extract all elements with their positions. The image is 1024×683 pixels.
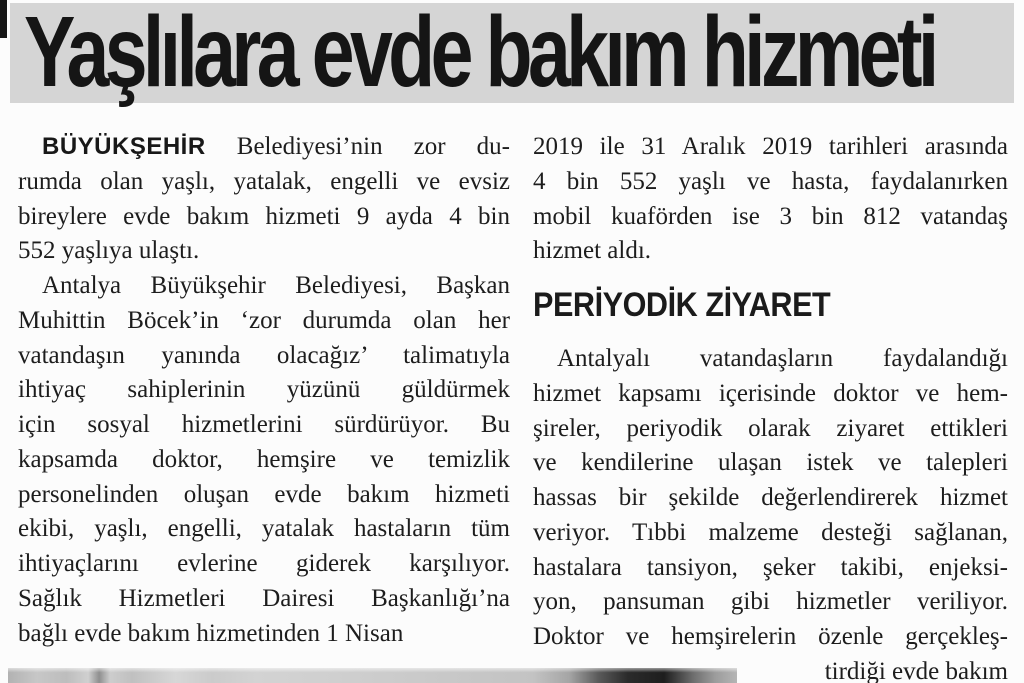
article-line: mobil kuaförden ise 3 bin 812 vatandaş xyxy=(533,202,1008,230)
article-column-right xyxy=(533,130,1008,683)
article-line: hastalara tansiyon, şeker takibi, enjeksi- xyxy=(533,553,1008,581)
article-line: ihtiyaç sahiplerinin yüzünü güldürmek xyxy=(18,376,510,404)
article-line: hassas bir şekilde değerlendirerek hizmet xyxy=(533,484,1008,511)
article-line: bireylere evde bakım hizmeti 9 ayda 4 bin xyxy=(18,202,510,230)
cropped-photo xyxy=(8,668,737,683)
article-line: 2019 ile 31 Aralık 2019 tarihleri arasında xyxy=(533,133,1008,160)
article-line: hizmet kapsamı içerisinde doktor ve hem- xyxy=(533,379,1008,407)
article-line: ekibi, yaşlı, engelli, yatalak hastaların tüm xyxy=(18,515,510,543)
article-line: Sağlık Hizmetleri Dairesi Başkanlığı’na xyxy=(18,584,510,612)
headline: Yaşlılara evde bakım hizmeti xyxy=(24,0,935,108)
article-line: için sosyal hizmetlerini sürdürüyor. Bu xyxy=(18,411,510,438)
article-line: ihtiyaçlarını evlerine giderek karşılıyor. xyxy=(18,550,510,577)
article-line: vatandaşın yanında olacağız’ talimatıyla xyxy=(18,341,510,369)
article-line: bağlı evde bakım hizmetinden 1 Nisan xyxy=(18,619,404,647)
article-line: ve kendilerine ulaşan istek ve talepleri xyxy=(533,449,1008,477)
article-column-left xyxy=(18,130,510,651)
article-line: veriyor. Tıbbi malzeme desteği sağlanan, xyxy=(533,518,1008,546)
article-line xyxy=(18,130,510,165)
article-line: kapsamda doktor, hemşire ve temizlik xyxy=(18,445,510,473)
article-line: yon, pansuman gibi hizmetler veriliyor. xyxy=(533,588,1008,616)
article-line: 4 bin 552 yaşlı ve hasta, faydalanırken xyxy=(533,167,1008,195)
article-line: tirdiği evde bakım xyxy=(824,657,1008,683)
article-line: hizmet aldı. xyxy=(533,237,652,265)
article-line: 552 yaşlıya ulaştı. xyxy=(18,237,200,265)
article-line: Doktor ve hemşirelerin özenle gerçekleş- xyxy=(533,623,1008,650)
article-line: rumda olan yaşlı, yatalak, engelli ve evsiz xyxy=(18,167,510,195)
lead-in-word: BÜYÜKŞEHİR xyxy=(42,133,206,160)
headline-banner xyxy=(10,0,1014,108)
article-line: şireler, periyodik olarak ziyaret ettikleri xyxy=(533,414,1008,442)
article-line: personelinden oluşan evde bakım hizmeti xyxy=(18,480,510,508)
section-subheading: PERİYODİK ZİYARET xyxy=(533,286,831,324)
article-line: Antalya Büyükşehir Belediyesi, Başkan xyxy=(42,272,510,299)
clipping-edge-mark xyxy=(0,0,7,38)
article-line-text: Belediyesi’nin zor du- xyxy=(205,133,510,160)
article-line: Muhittin Böcek’in ‘zor durumda olan her xyxy=(18,306,510,334)
article-line: Antalyalı vatandaşların faydalandığı xyxy=(557,345,1008,372)
